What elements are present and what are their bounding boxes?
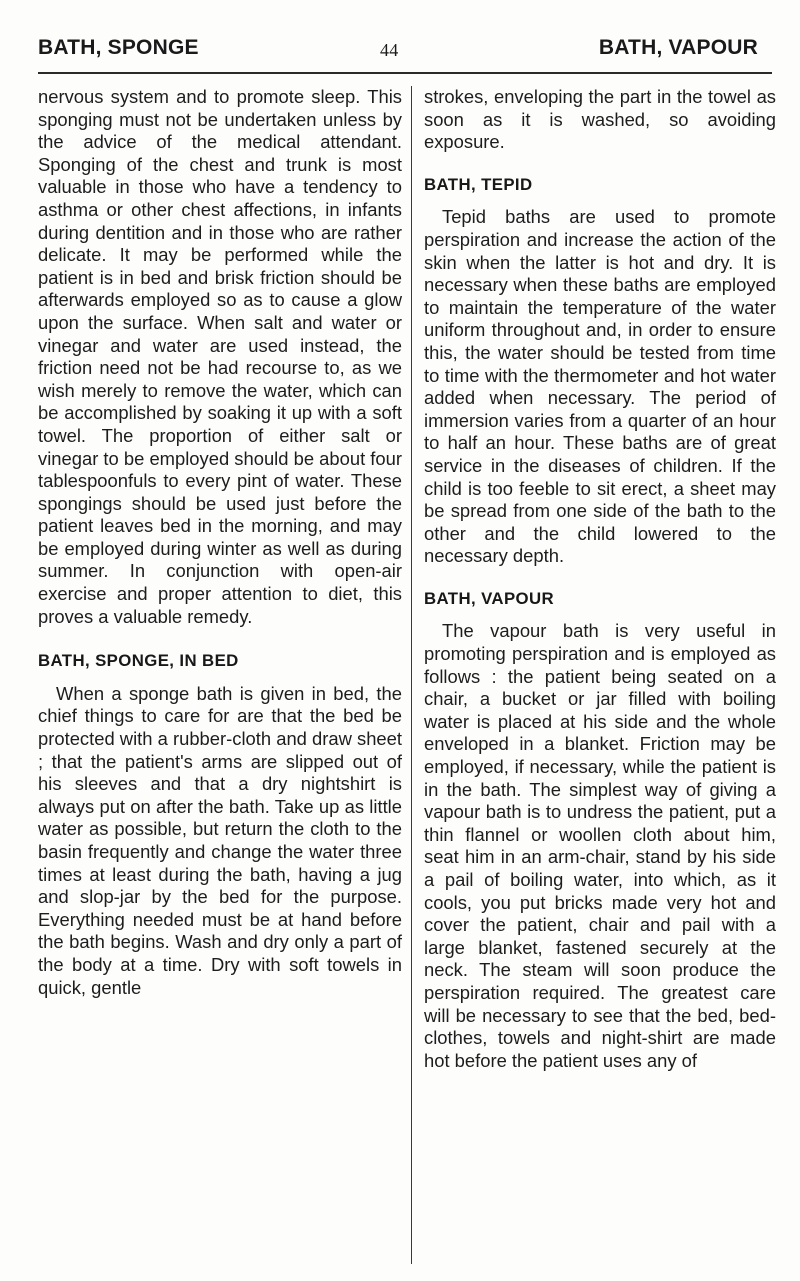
paragraph-vapour: The vapour bath is very useful in promoting perspiration and is employed as follows : the patient being seated on a chair, a bucket or jar filled with boiling water is placed at his side and the whole enveloped in a blanket. Friction may be employed, if necessary, while the patient is in the bath. The simplest way of giving a vapour bath is to undress the patient, put a thin flannel or woollen cloth about him, seat him in an arm-chair, stand by his side a pail of boiling water, into which, as it cools, you put bricks made very hot and cover the patient, chair and pail with a large blanket, fastened securely at the neck. The steam will soon produce the perspiration required. The greatest care will be necessary to see that the bed, bed-clothes, towels and night-shirt are made hot before the patient uses any of — [424, 620, 776, 1071]
column-divider — [411, 86, 412, 1264]
paragraph-continued-right: strokes, enveloping the part in the towel as soon as it is washed, so avoiding exposure. — [424, 86, 776, 153]
page-number: 44 — [380, 40, 399, 60]
section-heading-vapour: BATH, VAPOUR — [424, 588, 555, 608]
left-column — [38, 86, 402, 999]
running-header — [38, 36, 758, 66]
paragraph-sponge-in-bed: When a sponge bath is given in bed, the chief things to care for are that the bed be protected with a rubber-cloth and draw sheet ; that the patient's arms are slipped out of his sleeves and that a dry nightshirt is always put on after the bath. Take up as little water as possible, but return the cloth to the basin frequently and change the water three times at least during the bath, having a jug and slop-jar by the bed for the purpose. Everything needed must be at hand before the bath begins. Wash and dry only a part of the body at a time. Dry with soft towels in quick, gentle — [38, 682, 402, 998]
section-heading-sponge-in-bed: BATH, SPONGE, IN BED — [38, 651, 239, 671]
header-left-title: BATH, SPONGE — [38, 36, 199, 59]
section-heading-tepid: BATH, TEPID — [424, 174, 533, 194]
paragraph-tepid: Tepid baths are used to promote perspiration and increase the action of the skin when the latter is hot and dry. It is necessary when these baths are employed to maintain the temperature of the water uniform throughout and, in order to ensure this, the water should be tested from time to time with the thermometer and hot water added when necessary. The period of immersion varies from a quarter of an hour to half an hour. These baths are of great service in the diseases of children. If the child is too feeble to sit erect, a sheet may be spread from one side of the bath to the other and the child lowered to the necessary depth. — [424, 206, 776, 567]
header-rule — [38, 72, 772, 74]
header-right-title: BATH, VAPOUR — [598, 36, 758, 59]
right-column — [424, 86, 776, 1072]
paragraph-continued: nervous system and to promote sleep. This sponging must not be undertaken unless by the advice of the medical attendant. Sponging of the chest and trunk is most valuable in those who have a tendency to asthma or other chest affections, in infants during dentition and in those who are rather delicate. It may be performed while the patient is in bed and brisk friction should be afterwards employed so as to cause a glow upon the surface. When salt and water or vinegar and water are used instead, the friction need not be had recourse to, as we wish merely to remove the water, which can be accomplished by soaking it up with a soft towel. The proportion of either salt or vinegar to be employed should be about four tablespoonfuls to every pint of water. These spongings should be used just before the patient leaves bed in the morning, and may be employed during winter as well as during summer. In conjunction with open-air exercise and proper attention to diet, this proves a valuable remedy. — [38, 86, 402, 627]
